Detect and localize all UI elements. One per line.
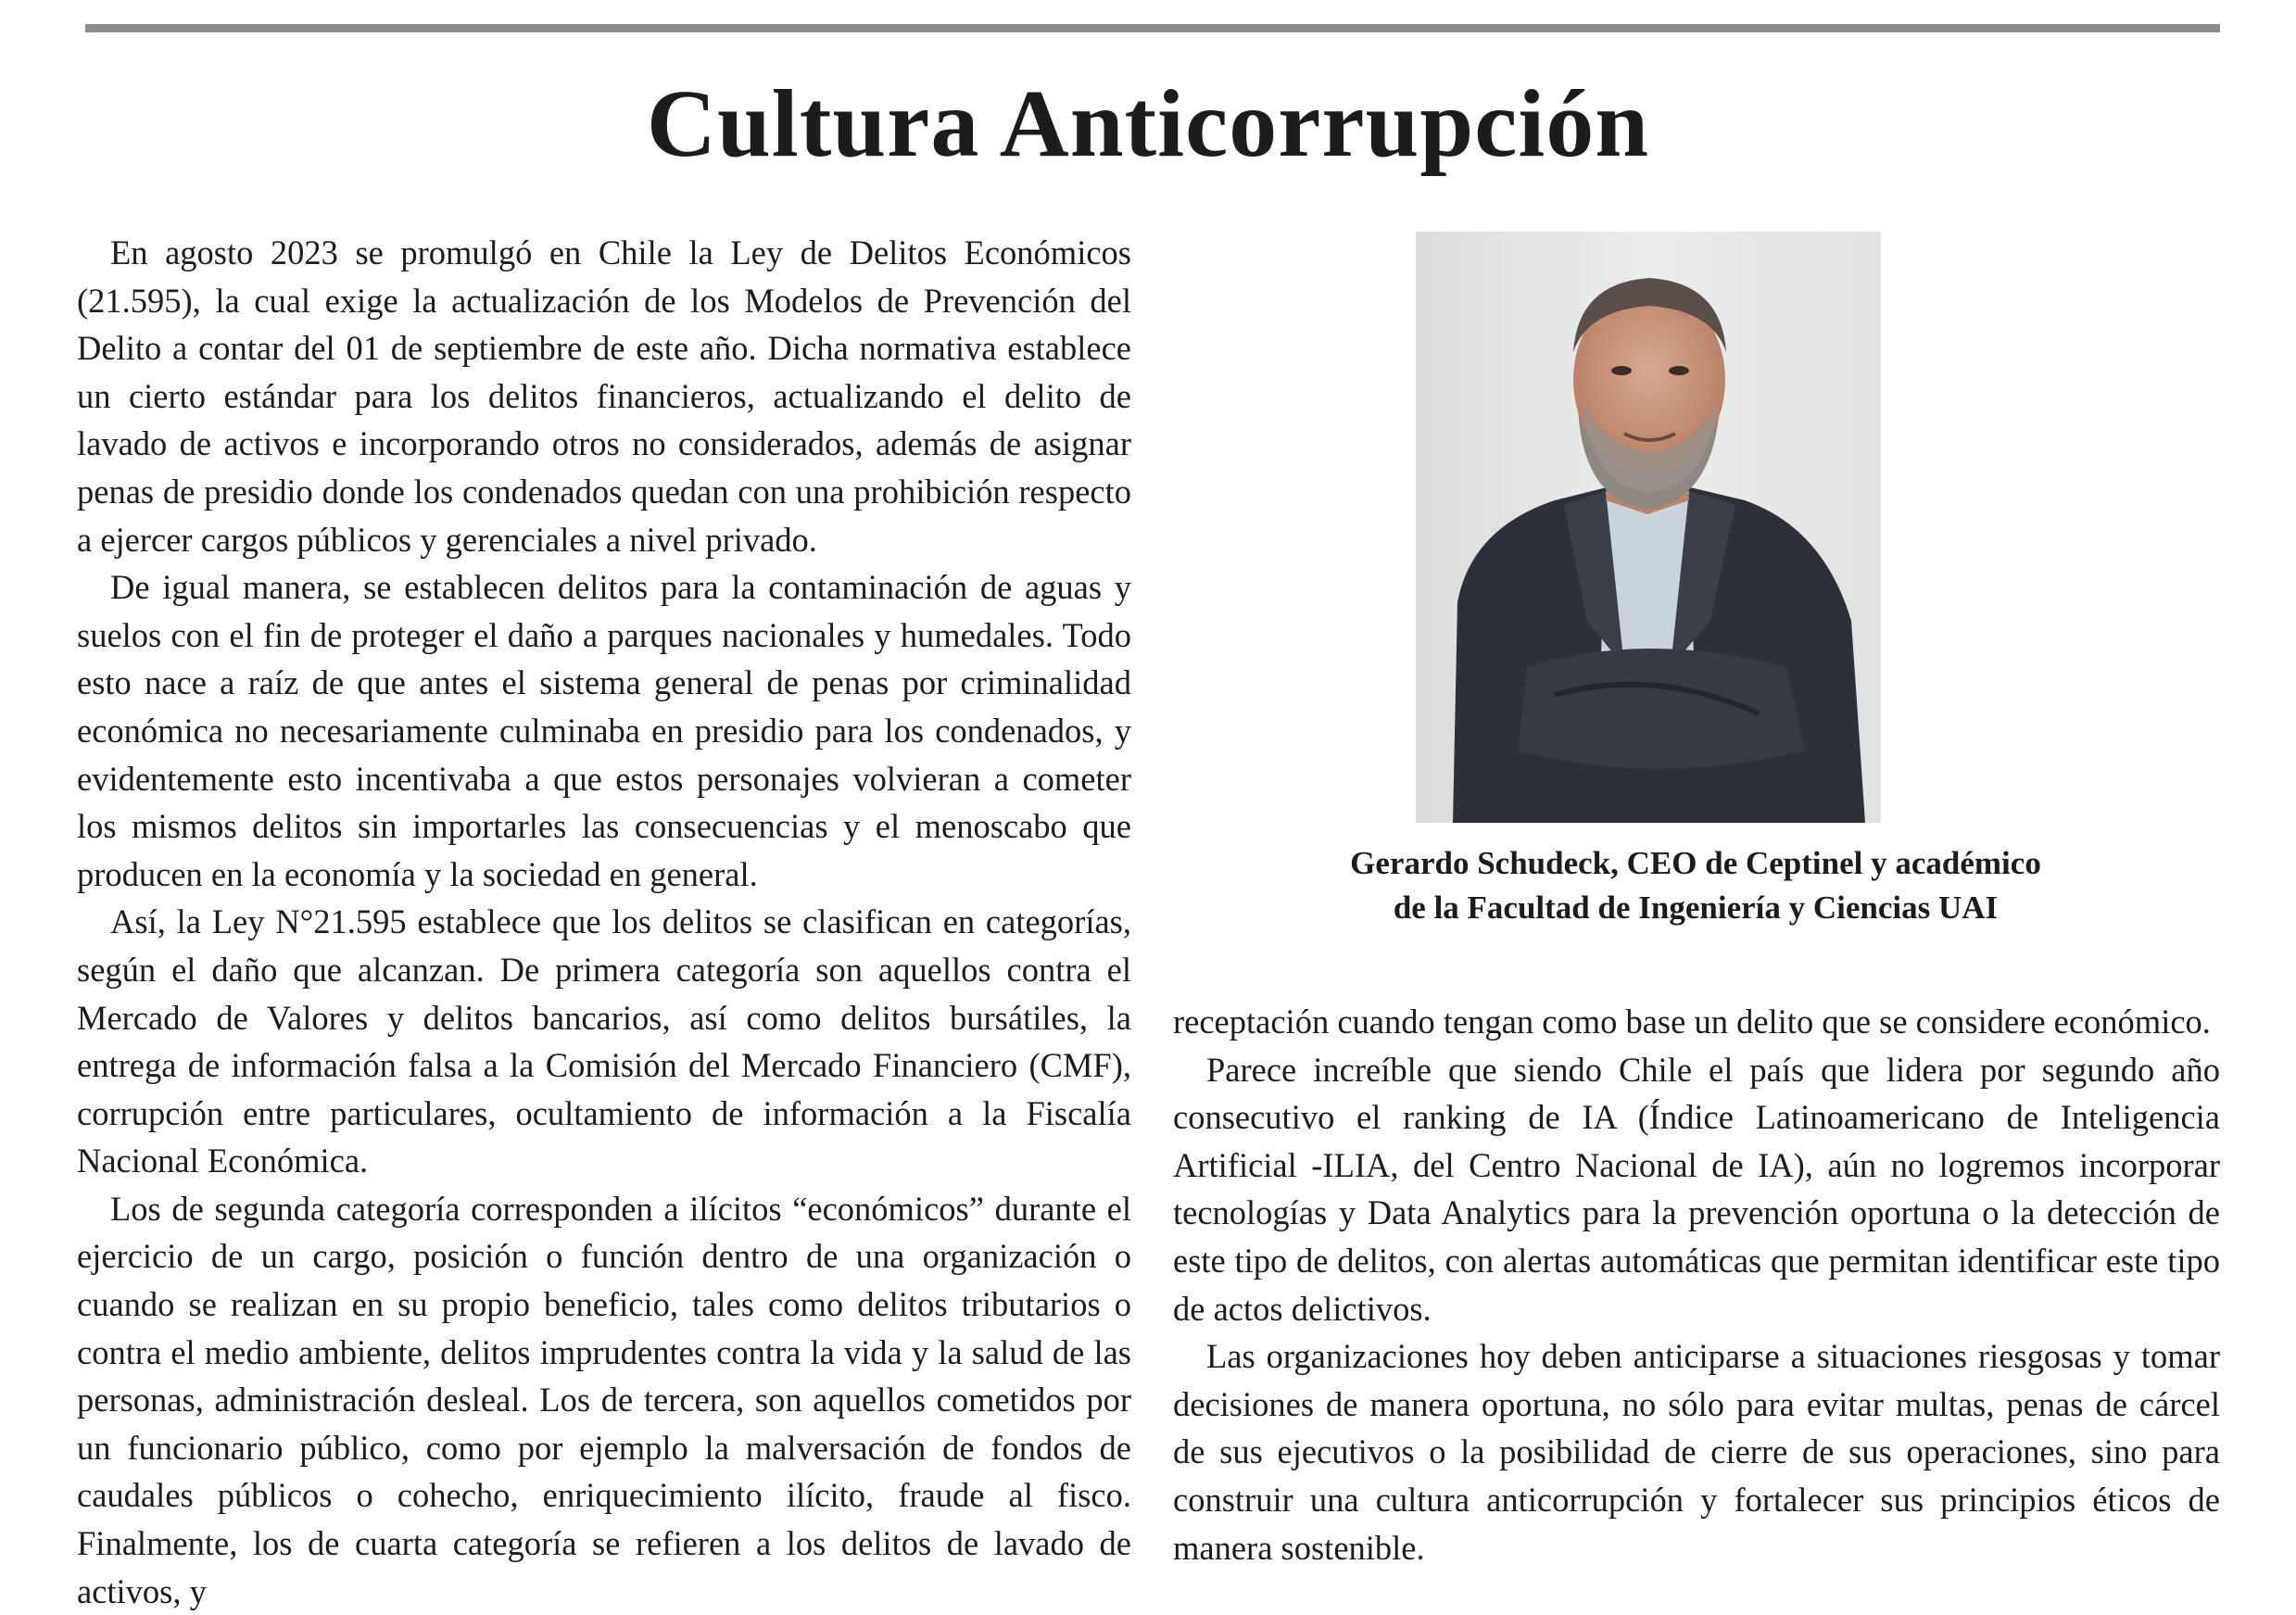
top-rule (85, 24, 2220, 32)
portrait-image (1416, 232, 1881, 823)
paragraph: En agosto 2023 se promulgó en Chile la Ley de Delitos Económicos (21.595), la cual exige la actualización de los Modelos de Prevención del Delito a contar del 01 de septiembre de este año. Dicha normativa establece un cierto estándar para los delitos financieros, actualizando el delito de lavado de activos e incorporando otros no considerados, además de asignar penas de presidio donde los condenados quedan con una prohibición respecto a ejercer cargos públicos y gerenciales a nivel privado. (77, 233, 1131, 559)
article-title: Cultura Anticorrupción (646, 70, 1650, 177)
paragraph: Así, la Ley N°21.595 establece que los delitos se clasifican en categorías, según el daño que alcanzan. De primera categoría son aquellos contra el Mercado de Valores y delitos bancarios, así como delitos bursátiles, la entrega de información falsa a la Comisión del Mercado Financiero (CMF), corrupción entre particulares, ocultamiento de información a la Fiscalía Nacional Económica. (77, 902, 1131, 1180)
right-column (1173, 998, 2220, 1572)
caption-line: de la Facultad de Ingeniería y Ciencias UAI (1393, 890, 1999, 926)
paragraph: De igual manera, se establecen delitos para la contaminación de aguas y suelos con el fin de proteger el daño a parques nacionales y humedales. Todo esto nace a raíz de que antes el sistema general de penas por criminalidad económica no necesariamente culminaba en presidio para los condenados, y evidentemente esto incentivaba a que estos personajes volvieran a cometer los mismos delitos sin importarles las consecuencias y el menoscabo que producen en la economía y la sociedad en general. (77, 568, 1131, 893)
paragraph: Las organizaciones hoy deben anticiparse a situaciones riesgosas y tomar decisiones de manera oportuna, no sólo para evitar multas, penas de cárcel de sus ejecutivos o la posibilidad de cierre de sus operaciones, sino para construir una cultura anticorrupción y fortalecer sus principios éticos de manera sostenible. (1173, 1337, 2220, 1567)
paragraph-continuation: receptación cuando tengan como base un delito que se considere económico. (1173, 1003, 2211, 1041)
author-photo (1416, 232, 1881, 823)
caption-line: Gerardo Schudeck, CEO de Ceptinel y académico (1350, 845, 2041, 881)
paragraph: Parece increíble que siendo Chile el país que lidera por segundo año consecutivo el ranking de IA (Índice Latinoamericano de Inteligencia Artificial -ILIA, del Centro Nacional de IA), aún no logremos incorporar tecnologías y Data Analytics para la prevención oportuna o la detección de este tipo de delitos, con alertas automáticas que permitan identificar este tipo de actos delictivos. (1173, 1050, 2220, 1328)
left-column (77, 229, 1131, 1610)
paragraph: Los de segunda categoría corresponden a ilícitos “económicos” durante el ejercicio de un cargo, posición o función dentro de una organización o cuando se realizan en su propio beneficio, tales como delitos tributarios o contra el medio ambiente, delitos imprudentes contra la vida y la salud de las personas, administración desleal. Los de tercera, son aquellos cometidos por un funcionario público, como por ejemplo la malversación de fondos de caudales públicos o cohecho, enriquecimiento ilícito, fraude al fisco. Finalmente, los de cuarta categoría se refieren a los delitos de lavado de activos, y (77, 1189, 1131, 1610)
photo-caption (1232, 841, 2159, 930)
